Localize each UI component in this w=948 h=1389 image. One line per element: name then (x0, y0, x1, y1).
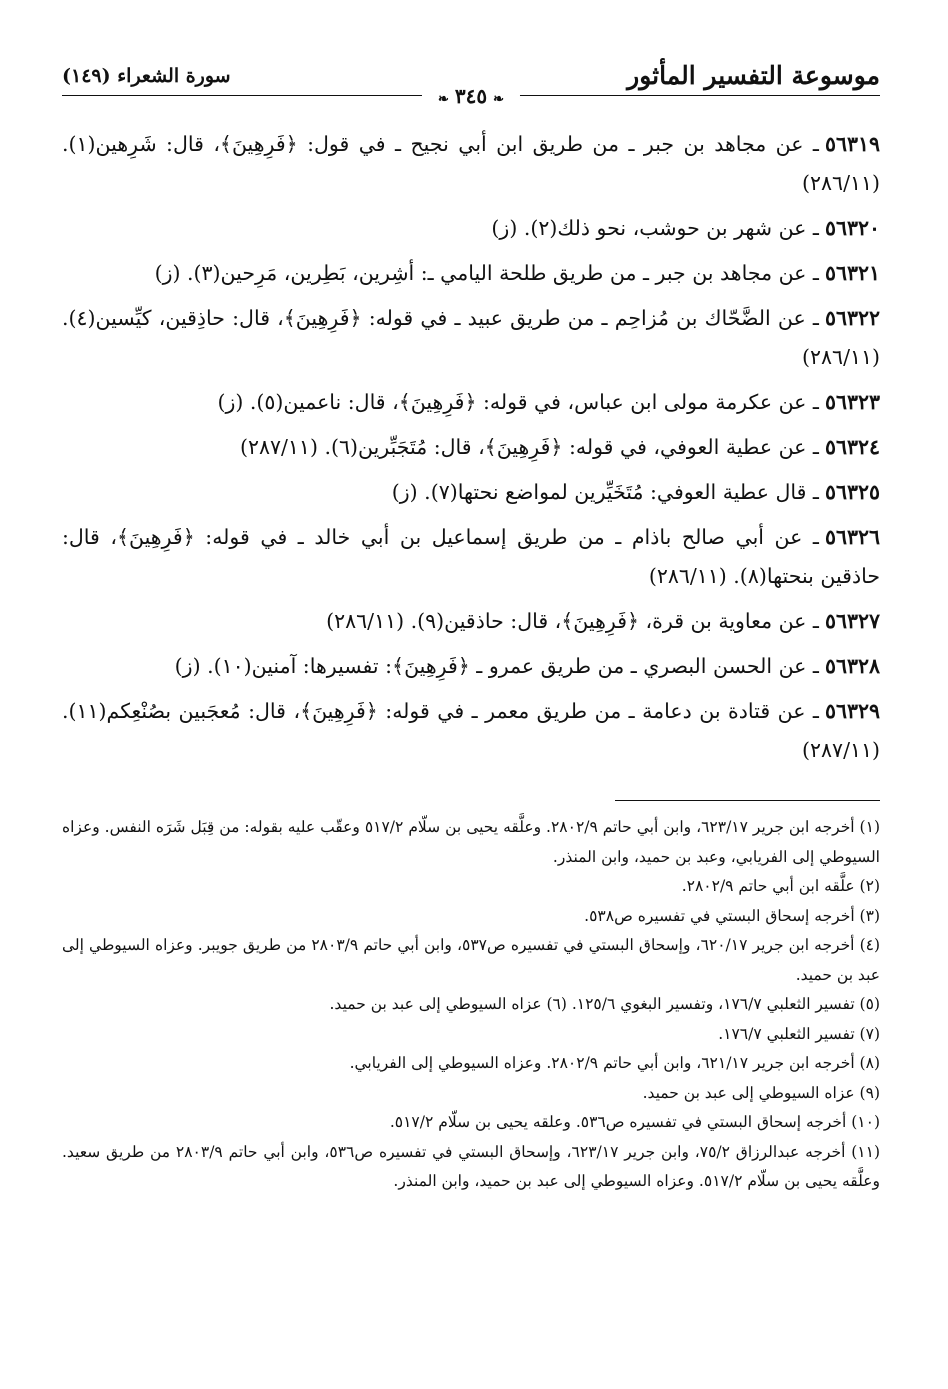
entry (62, 254, 880, 293)
entry-number: ٥٦٣٢٣ (824, 390, 880, 414)
entry-text: ـ قال عطية العوفي: مُتَخَيِّرين لمواضع نحتها(٧). (ز) (391, 480, 819, 504)
entry-text: ـ عن مجاهد بن جبر ـ من طريق ابن أبي نجيح ـ في قول: ﴿فَرِهِينَ﴾، قال: شَرِهين(١). (٢٨٦/١١) (62, 132, 880, 195)
entry-text: ـ عن شهر بن حوشب، نحو ذلك(٢). (ز) (491, 216, 819, 240)
entry (62, 428, 880, 467)
footnote: (١) أخرجه ابن جرير ٦٢٣/١٧، وابن أبي حاتم ٢٨٠٢/٩. وعلَّقه يحيى بن سلّام ٥١٧/٢ وعقّب عليه بقوله: من قِبَل شَرَه النفس. وعزاه السيوطي إلى الفريابي، وعبد بن حميد، وابن المنذر. (62, 818, 880, 866)
footnote: (١١) أخرجه عبدالرزاق ٧٥/٢، وابن جرير ٦٢٣/١٧، وإسحاق البستي في تفسيره ص٥٣٦، وابن أبي حاتم ٢٨٠٣/٩ من طريق سعيد. وعلَّقه يحيى بن سلّام ٥١٧/٢. وعزاه السيوطي إلى عبد بن حميد، وابن المنذر. (62, 1142, 880, 1190)
entry (62, 602, 880, 641)
entry (62, 125, 880, 203)
entry-text: ـ عن عطية العوفي، في قوله: ﴿فَرِهِينَ﴾، قال: مُتَجَبِّرين(٦). (٢٨٧/١١) (239, 435, 819, 459)
page-number-block (422, 84, 520, 108)
page-number: ٣٤٥ (454, 84, 488, 108)
footnote: (٩) عزاه السيوطي إلى عبد بن حميد. (642, 1083, 880, 1102)
entry-text: ـ عن الضَّحّاك بن مُزاحِم ـ من طريق عبيد ـ في قوله: ﴿فَرِهِينَ﴾، قال: حاذِقين، كيِّسين(٤). (٢٨٦/١١) (62, 306, 880, 369)
surah-label: سورة الشعراء (١٤٩) (62, 65, 231, 87)
entry-text: ـ عن مجاهد بن جبر ـ من طريق طلحة اليامي ـ: أشِرين، بَطِرين، مَرِحين(٣). (ز) (154, 261, 819, 285)
footnote: (٤) أخرجه ابن جرير ٦٢٠/١٧، وإسحاق البستي في تفسيره ص٥٣٧، وابن أبي حاتم ٢٨٠٣/٩ من طريق جويبر. وعزاه السيوطي إلى عبد بن حميد. (62, 936, 881, 984)
entry (62, 647, 880, 686)
page (62, 55, 880, 1197)
entries-list (62, 125, 880, 770)
entry (62, 209, 880, 248)
entry-number: ٥٦٣٢٠ (824, 216, 880, 240)
footnotes (62, 813, 880, 1197)
ornament-right-icon: ❧ (493, 92, 505, 107)
entry (62, 383, 880, 422)
footnote-separator (615, 800, 880, 801)
footnote: (٣) أخرجه إسحاق البستي في تفسيره ص٥٣٨. (584, 906, 880, 925)
entry-number: ٥٦٣٢٥ (824, 480, 880, 504)
footnote: (٢) علَّقه ابن أبي حاتم ٢٨٠٢/٩. (681, 877, 880, 895)
entry-number: ٥٦٣٢٨ (824, 654, 880, 678)
footnote: (١٠) أخرجه إسحاق البستي في تفسيره ص٥٣٦. وعلقه يحيى بن سلّام ٥١٧/٢. (389, 1113, 880, 1131)
footnote: (٥) تفسير الثعلبي ١٧٦/٧، وتفسير البغوي ١٢٥/٦. (٦) عزاه السيوطي إلى عبد بن حميد. (329, 995, 880, 1013)
entry-text: ـ عن الحسن البصري ـ من طريق عمرو ـ ﴿فَرِهِينَ﴾: تفسيرها: آمنين(١٠). (ز) (174, 654, 819, 678)
entry (62, 518, 880, 596)
entry-number: ٥٦٣٢١ (824, 261, 880, 285)
entry-number: ٥٦٣٢٩ (824, 699, 880, 723)
book-title: موسوعة التفسير المأثور (627, 61, 880, 90)
entry-number: ٥٦٣٢٧ (824, 609, 880, 633)
entry (62, 299, 880, 377)
running-header (62, 55, 880, 108)
ornament-left-icon: ❧ (437, 92, 449, 107)
footnote: (٨) أخرجه ابن جرير ٦٢١/١٧، وابن أبي حاتم ٢٨٠٢/٩. وعزاه السيوطي إلى الفريابي. (349, 1054, 880, 1072)
entry-text: ـ عن أبي صالح باذام ـ من طريق إسماعيل بن أبي خالد ـ في قوله: ﴿فَرِهِينَ﴾، قال: حاذقين بنحتها(٨). (٢٨٦/١١) (62, 525, 880, 588)
entry-number: ٥٦٣٢٤ (824, 435, 880, 459)
entry-text: ـ عن قتادة بن دعامة ـ من طريق معمر ـ في قوله: ﴿فَرِهِينَ﴾، قال: مُعجَبين بصُنْعِكم(١١). (٢٨٧/١١) (62, 699, 880, 762)
entry-number: ٥٦٣٢٦ (824, 525, 880, 549)
entry-number: ٥٦٣١٩ (824, 132, 880, 156)
entry (62, 473, 880, 512)
entry (62, 692, 880, 770)
entry-text: ـ عن معاوية بن قرة، ﴿فَرِهِينَ﴾، قال: حاذقين(٩). (٢٨٦/١١) (326, 609, 819, 633)
footnote: (٧) تفسير الثعلبي ١٧٦/٧. (718, 1024, 880, 1043)
entry-text: ـ عن عكرمة مولى ابن عباس، في قوله: ﴿فَرِهِينَ﴾، قال: ناعمين(٥). (ز) (217, 390, 819, 414)
entry-number: ٥٦٣٢٢ (824, 306, 880, 330)
